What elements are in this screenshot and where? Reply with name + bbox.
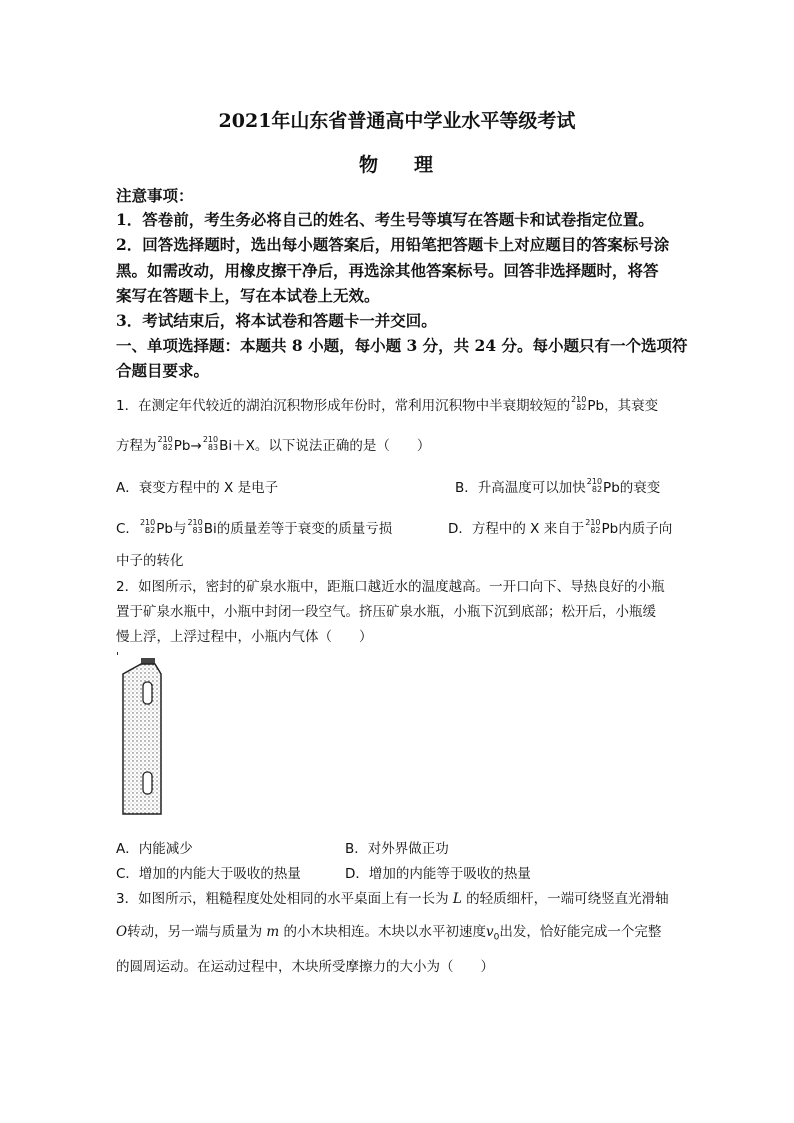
notice-item: 2．回答选择题时，选出每小题答案后，用铅笔把答题卡上对应题目的答案标号涂 [116, 235, 670, 254]
q2-option-d: D．增加的内能等于吸收的热量 [345, 866, 531, 882]
section-heading: 一、单项选择题：本题共 8 小题，每小题 3 分，共 24 分。每小题只有一个选项符 [116, 336, 688, 355]
q2-option-a: A．内能减少 [116, 841, 193, 857]
q1-stem: 1．在测定年代较近的湖泊沉积物形成年份时，常利用沉积物中半衰期较短的 210 82 Pb，其衰变 [116, 395, 659, 414]
notice-heading: 注意事项： [116, 186, 194, 205]
q2-stem: 慢上浮，上浮过程中，小瓶内气体（ ） [116, 629, 373, 645]
exam-title: 2021年山东省普通高中学业水平等级考试 [218, 110, 576, 132]
subject-char-2: 理 [414, 154, 436, 176]
q3-stem: O转动，另一端与质量为 m 的小木块相连。木块以水平初速度$v_0$出发，恰好能完成一个完整 [116, 924, 662, 943]
section-heading: 合题目要求。 [116, 361, 210, 380]
q1-option-d: D．方程中的 X 来自于 210 82 Pb内质子向 [448, 518, 673, 537]
exam-subject [0, 150, 794, 177]
q1-option-b: B．升高温度可以加快 210 82 Pb的衰变 [455, 477, 661, 496]
nuclide-pb: 210 82 [571, 395, 587, 412]
q3-stem: 的圆周运动。在运动过程中，木块所受摩擦力的大小为（ ） [116, 959, 494, 975]
subject-char-1: 物 [358, 154, 380, 176]
q1-option-c: C． 210 82 Pb与 210 83 Bi的质量差等于衰变的质量亏损 [116, 518, 393, 537]
bottle-diagram [112, 652, 172, 820]
notice-item: 黑。如需改动，用橡皮擦干净后，再选涂其他答案标号。回答非选择题时，将答 [116, 261, 659, 280]
notice-item: 3．考试结束后，将本试卷和答题卡一并交回。 [116, 311, 437, 330]
notice-item: 1．答卷前，考生务必将自己的姓名、考生号等填写在答题卡和试卷指定位置。 [116, 210, 654, 229]
q2-option-b: B．对外界做正功 [345, 841, 449, 857]
q1-option-a: A．衰变方程中的 X 是电子 [116, 480, 279, 496]
notice-item: 案写在答题卡上，写在本试卷上无效。 [116, 286, 380, 305]
q2-option-c: C．增加的内能大于吸收的热量 [116, 866, 301, 882]
q2-stem: 2．如图所示，密封的矿泉水瓶中，距瓶口越近水的温度越高。一开口向下、导热良好的小瓶 [116, 579, 665, 595]
q3-stem: 3．如图所示，粗糙程度处处相同的水平桌面上有一长为 L 的轻质细杆，一端可绕竖直光滑轴 [116, 891, 669, 907]
q1-option-d-cont: 中子的转化 [116, 553, 184, 569]
q2-stem: 置于矿泉水瓶中，小瓶中封闭一段空气。挤压矿泉水瓶，小瓶下沉到底部；松开后，小瓶缓 [116, 604, 656, 620]
q1-equation: 方程为 210 82 Pb→ 210 83 Bi＋X。以下说法正确的是（ ） [116, 435, 431, 454]
